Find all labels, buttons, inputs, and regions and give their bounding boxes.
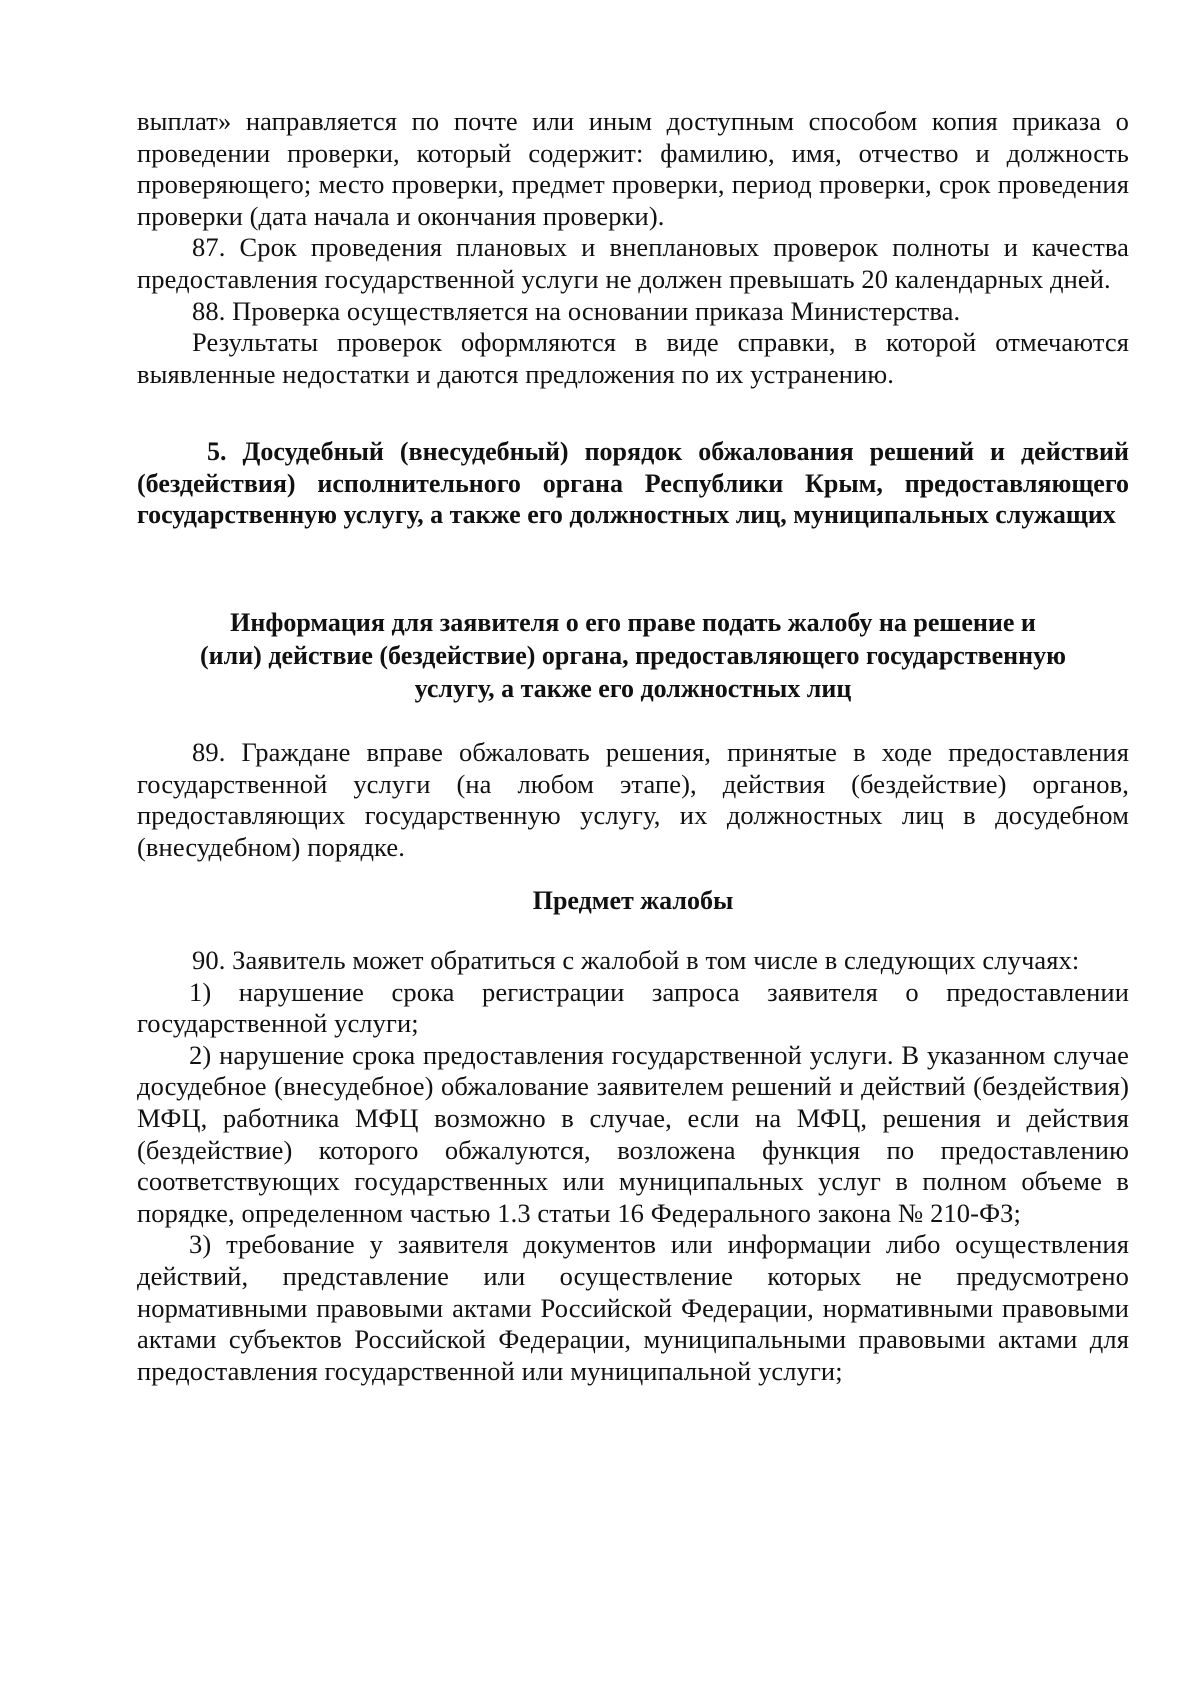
- info-heading: [137, 606, 1129, 705]
- text-block-checks: [137, 106, 1129, 390]
- paragraph-89: 89. Граждане вправе обжаловать решения, принятые в ходе предоставления государственной услуги (на любом этапе), действия (бездействие) органов, предоставляющих государственную услугу, их должностных лиц в досудебном (внесудебном) порядке.: [137, 737, 1129, 862]
- list-item-1: 1) нарушение срока регистрации запроса заявителя о предоставлении государственной услуги;: [137, 976, 1129, 1039]
- subject-heading: Предмет жалобы: [532, 886, 734, 915]
- info-heading-line-3: услугу, а также его должностных лиц: [414, 674, 852, 703]
- paragraph-87: 87. Срок проведения плановых и внеплановых проверок полноты и качества предоставления государственной услуги не должен превышать 20 календарных дней.: [137, 232, 1129, 294]
- list-item-2: 2) нарушение срока предоставления государственной услуги. В указанном случае досудебное (внесудебное) обжалование заявителем решений и действий (бездействия) МФЦ, работника МФЦ возможно в случае, если на МФЦ, решения и действия (бездействие) которого обжалуются, возложена функция по предоставлению соответствующих государственных или муниципальных услуг в полном объеме в порядке, определенном частью 1.3 статьи 16 Федерального закона № 210-ФЗ;: [137, 1039, 1129, 1228]
- paragraph-88: 88. Проверка осуществляется на основании приказа Министерства.: [192, 295, 961, 326]
- paragraph-copy-order: выплат» направляется по почте или иным доступным способом копия приказа о проведении проверки, который содержит: фамилию, имя, отчество и должность проверяющего; место проверки, предмет проверки, период проверки, срок проведения проверки (дата начала и окончания проверки).: [137, 106, 1129, 231]
- list-item-3: 3) требование у заявителя документов или информации либо осуществления действий, представление или осуществление которых не предусмотрено нормативными правовыми актами Российской Федерации, нормативными правовыми актами субъектов Российской Федерации, муниципальными правовыми актами для предоставления государственной или муниципальной услуги;: [137, 1229, 1129, 1386]
- info-heading-line-1: Информация для заявителя о его праве подать жалобу на решение и: [230, 608, 1036, 637]
- info-heading-line-2: (или) действие (бездействие) органа, предоставляющего государственную: [199, 641, 1067, 670]
- text-block-90: [137, 945, 1129, 1387]
- text-block-89: [137, 737, 1129, 863]
- section-5-heading: 5. Досудебный (внесудебный) порядок обжалования решений и действий (бездействия) исполнительного органа Республики Крым, предоставляющего государственную услугу, а также его должностных лиц, муниципальных служащих: [137, 437, 1129, 530]
- paragraph-results: Результаты проверок оформляются в виде справки, в которой отмечаются выявленные недостатки и даются предложения по их устранению.: [137, 327, 1129, 389]
- paragraph-90: 90. Заявитель может обратиться с жалобой в том числе в следующих случаях:: [192, 945, 1080, 975]
